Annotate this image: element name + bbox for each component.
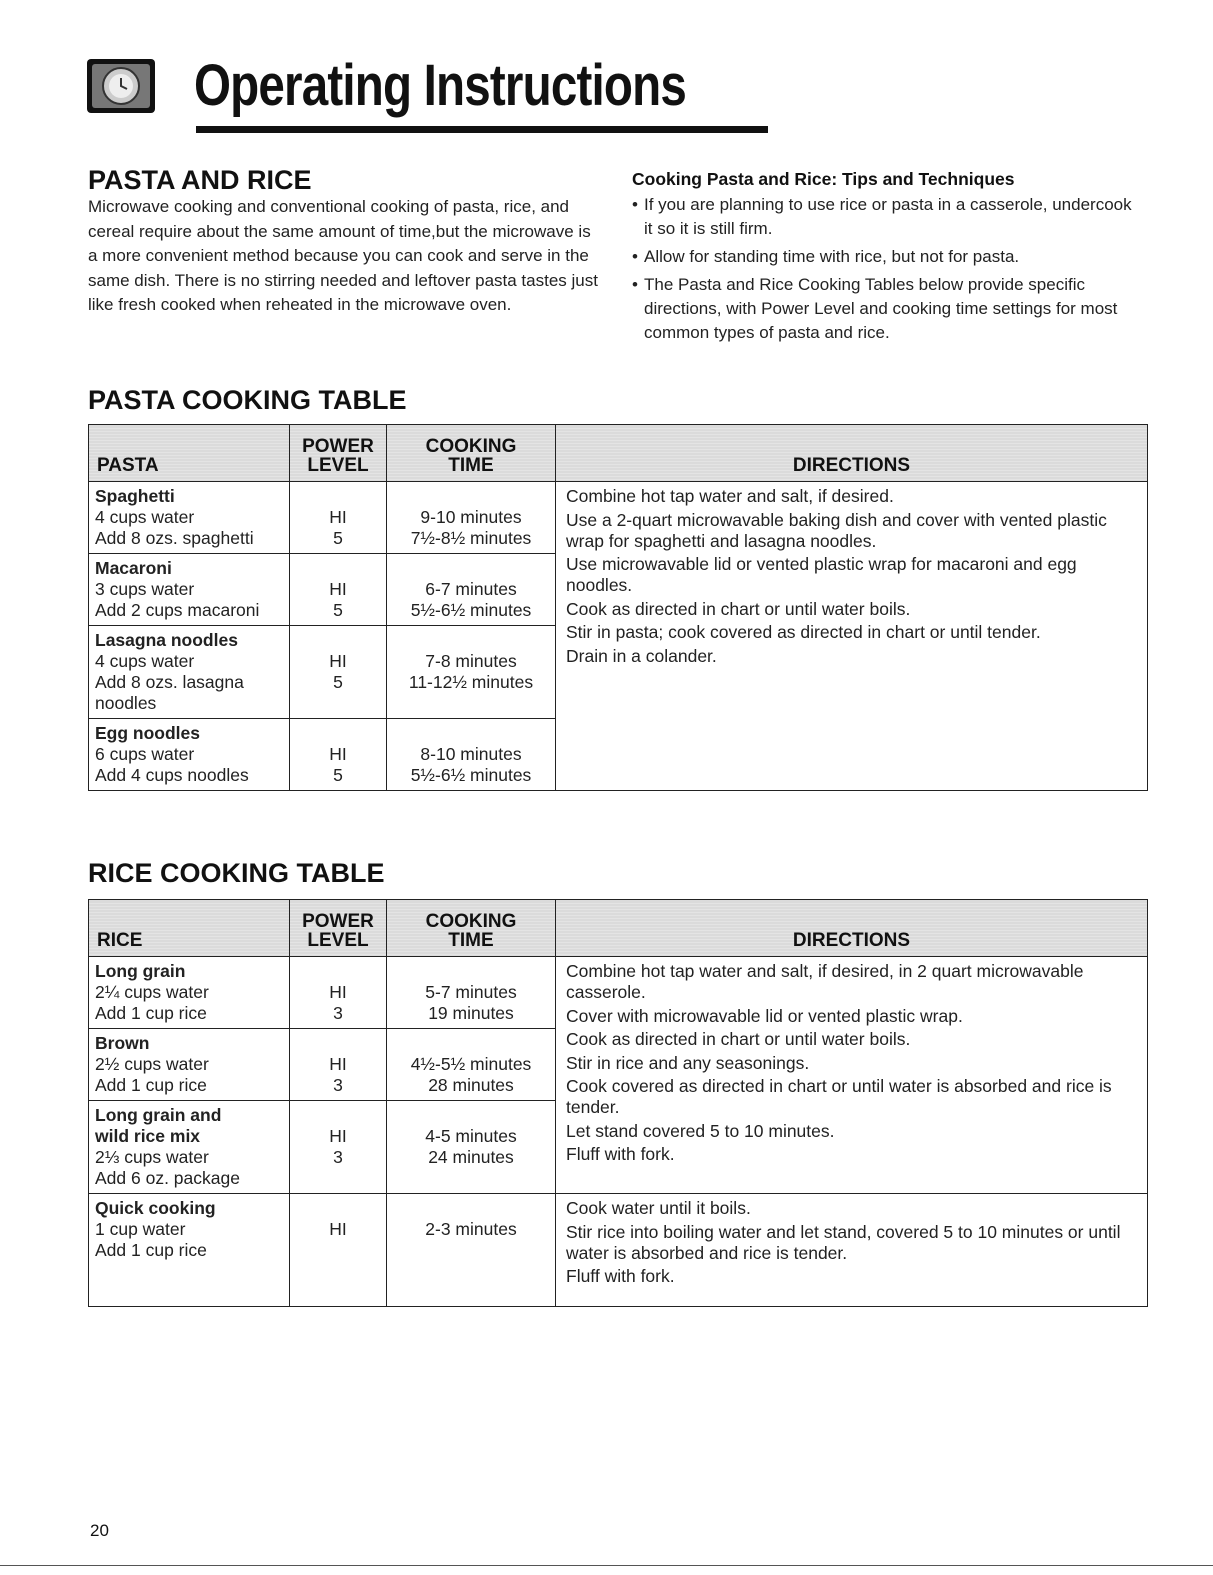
pasta-cooking-table bbox=[88, 424, 1148, 791]
rice-col-header: RICE bbox=[89, 900, 290, 957]
tips-list bbox=[632, 193, 1142, 349]
table-row: Long grain 2¼ cups water Add 1 cup rice HI 3 5-7 minutes 19 minutes Combine hot tap water and salt, if desired, in 2 quart microwavable casserole. Cover with microwavable lid or vented plastic wrap. Cook as directed in chart or until water boils. Stir in rice and any seasonings. Cook covered as directed in chart or until water is absorbed and rice is tender. Let stand covered 5 to 10 minutes. Fluff with fork. bbox=[89, 957, 1148, 1029]
table-row: Quick cooking 1 cup water Add 1 cup rice HI 2-3 minutes Cook water until it boils. Stir rice into boiling water and let stand, covered 5 to 10 minutes or until water is absorbed and rice is tender. Fluff with fork. bbox=[89, 1194, 1148, 1307]
pasta-table-heading: PASTA COOKING TABLE bbox=[88, 385, 407, 415]
page-title: Operating Instructions bbox=[194, 53, 686, 118]
tip-item: • If you are planning to use rice or pasta in a casserole, undercook it so it is still firm. bbox=[632, 193, 1142, 241]
microwave-clock-icon bbox=[86, 58, 156, 114]
time-col-header: COOKING TIME bbox=[387, 425, 556, 482]
directions-col-header: DIRECTIONS bbox=[556, 900, 1148, 957]
intro-paragraph: Microwave cooking and conventional cooking of pasta, rice, and cereal require about the same amount of time,but the microwave is a more convenient method because you can cook and serve in the same dish. There is no stirring needed and leftover pasta tastes just like fresh cooked when reheated in the microwave oven. bbox=[88, 197, 598, 314]
table-row: Macaroni 3 cups water Add 2 cups macaroni HI 5 6-7 minutes 5½-6½ minutes bbox=[89, 554, 1148, 626]
rice-cooking-table bbox=[88, 899, 1148, 1307]
page-number: 20 bbox=[90, 1521, 109, 1540]
time-col-header: COOKING TIME bbox=[387, 900, 556, 957]
intro-heading: PASTA AND RICE bbox=[88, 165, 312, 195]
power-col-header: POWER LEVEL bbox=[290, 900, 387, 957]
power-col-header: POWER LEVEL bbox=[290, 425, 387, 482]
bottom-divider bbox=[0, 1565, 1213, 1566]
tip-item: • Allow for standing time with rice, but not for pasta. bbox=[632, 245, 1142, 269]
tip-item: • The Pasta and Rice Cooking Tables below provide specific directions, with Power Level and cooking time settings for most common types of pasta and rice. bbox=[632, 273, 1142, 345]
directions-col-header: DIRECTIONS bbox=[556, 425, 1148, 482]
tips-heading: Cooking Pasta and Rice: Tips and Techniques bbox=[632, 169, 1015, 189]
table-row: Lasagna noodles 4 cups water Add 8 ozs. lasagna noodles HI 5 7-8 minutes 11-12½ minutes bbox=[89, 626, 1148, 719]
pasta-directions: Combine hot tap water and salt, if desired. Use a 2-quart microwavable baking dish and cover with vented plastic wrap for spaghetti and lasagna noodles. Use microwavable lid or vented plastic wrap for macaroni and egg noodles. Cook as directed in chart or until water boils. Stir in pasta; cook covered as directed in chart or until tender. Drain in a colander. bbox=[556, 482, 1148, 791]
rice-table-heading: RICE COOKING TABLE bbox=[88, 858, 385, 888]
table-row: Long grain and wild rice mix 2⅓ cups water Add 6 oz. package HI 3 4-5 minutes 24 minutes bbox=[89, 1101, 1148, 1194]
pasta-col-header: PASTA bbox=[89, 425, 290, 482]
table-row: Egg noodles 6 cups water Add 4 cups noodles HI 5 8-10 minutes 5½-6½ minutes bbox=[89, 719, 1148, 791]
table-row: Brown 2½ cups water Add 1 cup rice HI 3 4½-5½ minutes 28 minutes bbox=[89, 1029, 1148, 1101]
rice-directions: Combine hot tap water and salt, if desired, in 2 quart microwavable casserole. Cover with microwavable lid or vented plastic wrap. Cook as directed in chart or until water boils. Stir in rice and any seasonings. Cook covered as directed in chart or until water is absorbed and rice is tender. Let stand covered 5 to 10 minutes. Fluff with fork. bbox=[556, 957, 1148, 1194]
table-row: Spaghetti 4 cups water Add 8 ozs. spaghetti HI 5 9-10 minutes 7½-8½ minutes Combine hot tap water and salt, if desired. Use a 2-quart microwavable baking dish and cover with vented plastic wrap for spaghetti and lasagna noodles. Use microwavable lid or vented plastic wrap for macaroni and egg noodles. Cook as directed in chart or until water boils. Stir in pasta; cook covered as directed in chart or until tender. Drain in a colander. bbox=[89, 482, 1148, 554]
page-header bbox=[86, 44, 686, 134]
title-underline bbox=[196, 126, 768, 133]
quick-rice-directions: Cook water until it boils. Stir rice into boiling water and let stand, covered 5 to 10 minutes or until water is absorbed and rice is tender. Fluff with fork. bbox=[556, 1194, 1148, 1307]
